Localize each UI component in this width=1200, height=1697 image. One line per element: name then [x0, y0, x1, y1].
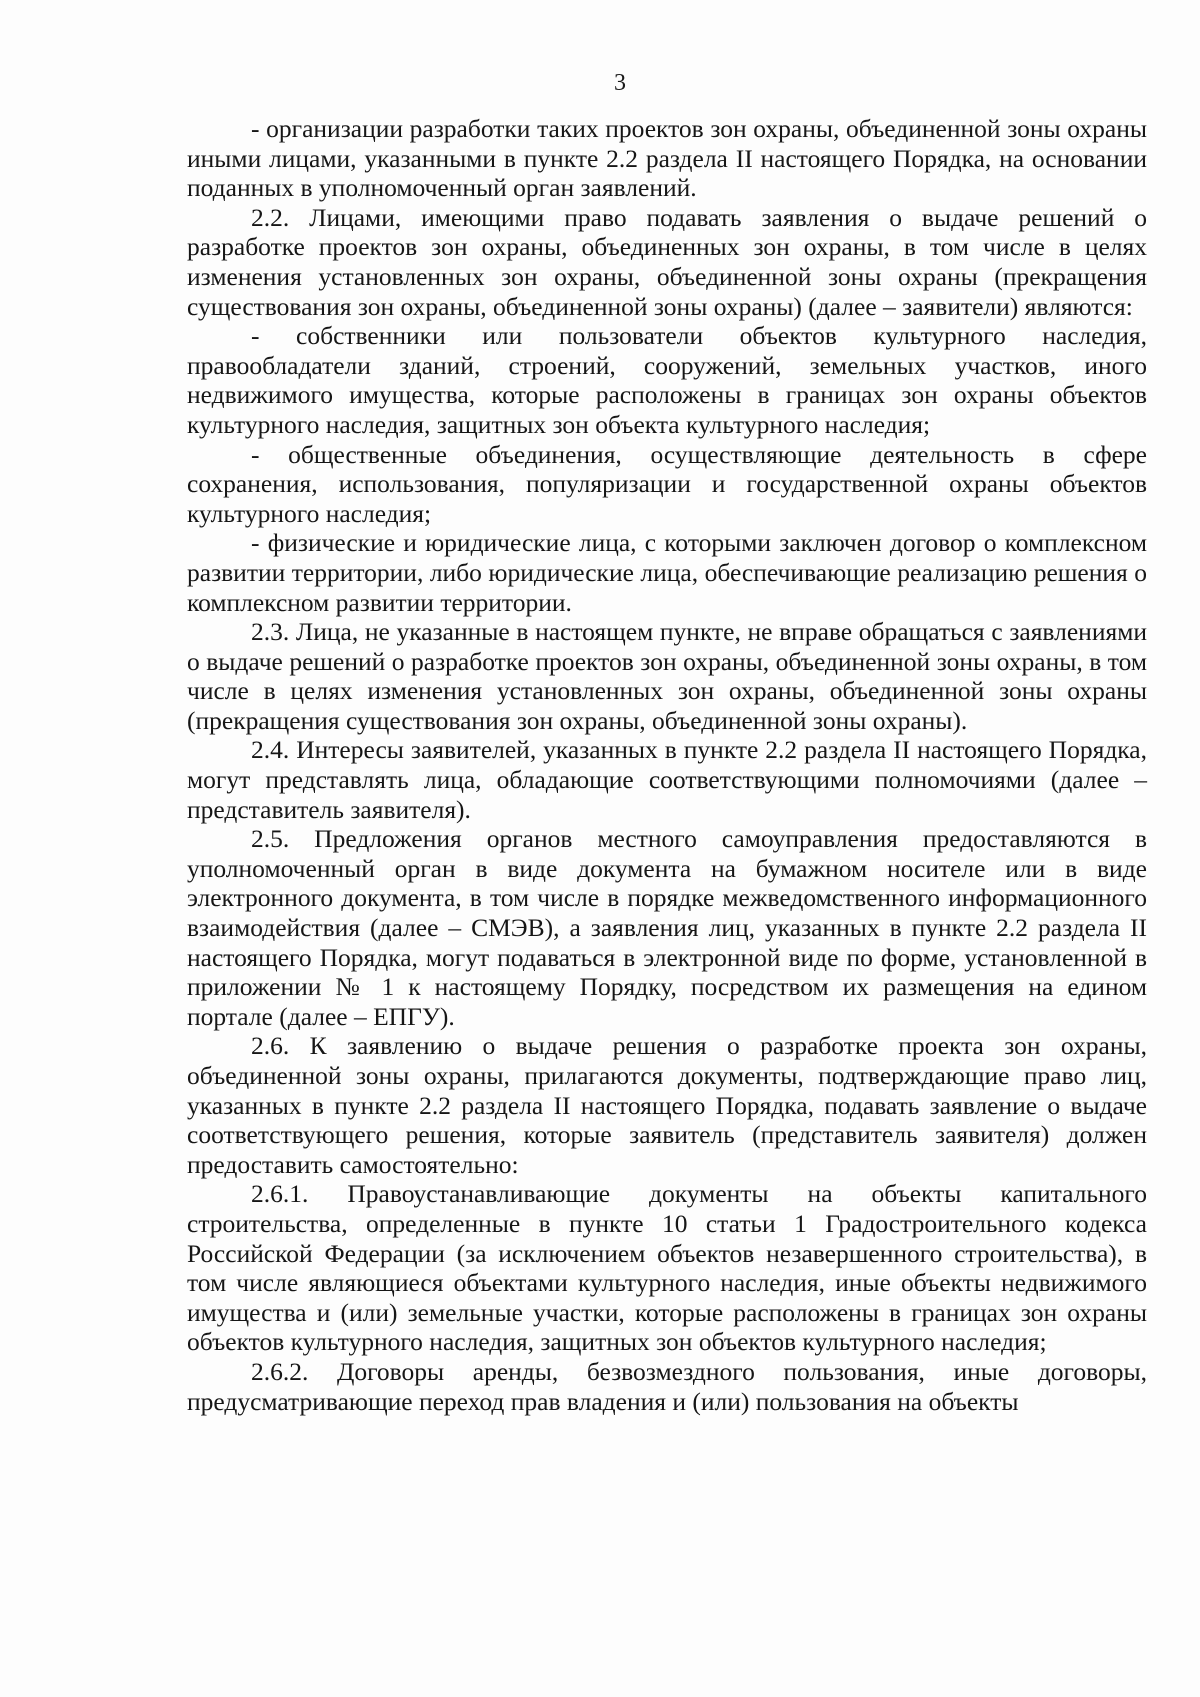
paragraph-2-5: 2.5. Предложения органов местного самоуправления предоставляются в уполномоченный орган в виде документа на бумажном носителе или в виде электронного документа, в том числе в порядке межведомственного информационного взаимодействия (далее – СМЭВ), а заявления лиц, указанных в пункте 2.2 раздела II настоящего Порядка, могут подаваться в электронной виде по форме, установленной в приложении № 1 к настоящему Порядку, посредством их размещения на едином портале (далее – ЕПГУ). — [187, 824, 1147, 1031]
paragraph-2-6-2: 2.6.2. Договоры аренды, безвозмездного пользования, иные договоры, предусматривающие переход прав владения и (или) пользования на объекты — [187, 1356, 1147, 1416]
paragraph-2-4: 2.4. Интересы заявителей, указанных в пункте 2.2 раздела II настоящего Порядка, могут представлять лица, обладающие соответствующими полномочиями (далее – представитель заявителя). — [187, 735, 1147, 824]
paragraph-public-associations: - общественные объединения, осуществляющие деятельность в сфере сохранения, использования, популяризации и государственной охраны объектов культурного наследия; — [187, 439, 1147, 528]
paragraph-2-6-1: 2.6.1. Правоустанавливающие документы на объекты капитального строительства, определенные в пункте 10 статьи 1 Градостроительного кодекса Российской Федерации (за исключением объектов незавершенного строительства), в том числе являющиеся объектами культурного наследия, иные объекты недвижимого имущества и (или) земельные участки, которые расположены в границах зон охраны объектов культурного наследия, защитных зон объектов культурного наследия; — [187, 1179, 1147, 1357]
paragraph-organization-development: - организации разработки таких проектов зон охраны, объединенной зоны охраны иными лицами, указанными в пункте 2.2 раздела II настоящего Порядка, на основании поданных в уполномоченный орган заявлений. — [187, 114, 1147, 203]
document-body — [187, 114, 1147, 1416]
paragraph-2-6: 2.6. К заявлению о выдаче решения о разработке проекта зон охраны, объединенной зоны охраны, прилагаются документы, подтверждающие право лиц, указанных в пункте 2.2 раздела II настоящего Порядка, подавать заявление о выдаче соответствующего решения, которые заявитель (представитель заявителя) должен предоставить самостоятельно: — [187, 1031, 1147, 1179]
page-number: 3 — [614, 70, 626, 96]
paragraph-2-2: 2.2. Лицами, имеющими право подавать заявления о выдаче решений о разработке проектов зон охраны, объединенных зон охраны, в том числе в целях изменения установленных зон охраны, объединенной зоны охраны (прекращения существования зон охраны, объединенной зоны охраны) (далее – заявители) являются: — [187, 202, 1147, 321]
paragraph-owners: - собственники или пользователи объектов культурного наследия, правообладатели зданий, строений, сооружений, земельных участков, иного недвижимого имущества, которые расположены в границах зон охраны объектов культурного наследия, защитных зон объекта культурного наследия; — [187, 321, 1147, 439]
paragraph-individuals-legal-entities: - физические и юридические лица, с которыми заключен договор о комплексном развитии территории, либо юридические лица, обеспечивающие реализацию решения о комплексном развитии территории. — [187, 528, 1147, 617]
paragraph-2-3: 2.3. Лица, не указанные в настоящем пункте, не вправе обращаться с заявлениями о выдаче решений о разработке проектов зон охраны, объединенной зоны охраны, в том числе в целях изменения установленных зон охраны, объединенной зоны охраны (прекращения существования зон охраны, объединенной зоны охраны). — [187, 617, 1147, 735]
